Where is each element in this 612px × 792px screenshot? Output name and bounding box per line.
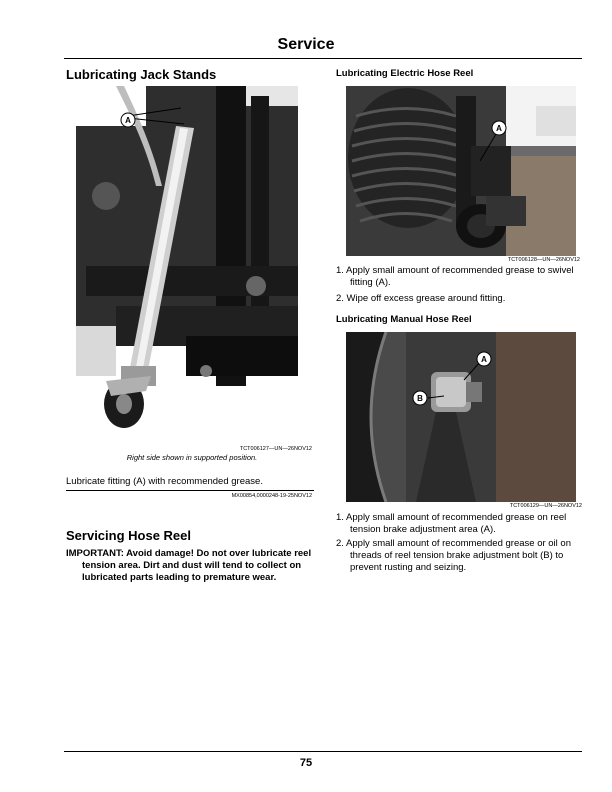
callout-b: B xyxy=(417,394,423,403)
step-item: 2. Wipe off excess grease around fitting. xyxy=(336,293,506,304)
figure-code: TCT006128—UN—26NOV12 xyxy=(507,257,580,263)
callout-a: A xyxy=(481,355,487,364)
figure-caption: Right side shown in supported position. xyxy=(126,453,258,462)
important-notice: IMPORTANT: Avoid damage! Do not over lubricate reel tension area. Dirt and dust will tend to collect on lubricated parts leading to premature wear. xyxy=(66,548,312,583)
page-number: 75 xyxy=(299,757,313,769)
step-item: 2. Apply small amount of recommended grease or oil on threads of reel tension brake adjustment bolt (B) to prevent rusting and seizing. xyxy=(336,538,571,573)
step-item: 1. Apply small amount of recommended grease on reel tension brake adjustment area (A). xyxy=(336,512,567,535)
footer-rule xyxy=(64,751,582,752)
figure-code: TCT006127—UN—26NOV12 xyxy=(239,446,312,452)
instruction-text: Lubricate fitting (A) with recommended grease. xyxy=(66,476,263,487)
reference-rule xyxy=(66,490,314,491)
step-item: 1. Apply small amount of recommended grease to swivel fitting (A). xyxy=(336,265,574,288)
manual-hose-reel-photo xyxy=(346,332,576,502)
reference-code: MX00854,0000248-19-25NOV12 xyxy=(231,493,312,499)
section-heading-manual-reel: Lubricating Manual Hose Reel xyxy=(336,314,472,325)
section-heading-electric-reel: Lubricating Electric Hose Reel xyxy=(336,68,474,79)
section-heading-hose-reel: Servicing Hose Reel xyxy=(66,528,191,543)
callout-a: A xyxy=(125,116,131,125)
page-title: Service xyxy=(277,36,335,53)
jack-stand-photo xyxy=(76,86,298,443)
figure-code: TCT006129—UN—26NOV12 xyxy=(509,503,582,509)
header-rule xyxy=(64,58,582,59)
electric-hose-reel-photo xyxy=(346,86,576,256)
callout-a: A xyxy=(496,124,502,133)
section-heading-jack-stands: Lubricating Jack Stands xyxy=(66,67,217,82)
